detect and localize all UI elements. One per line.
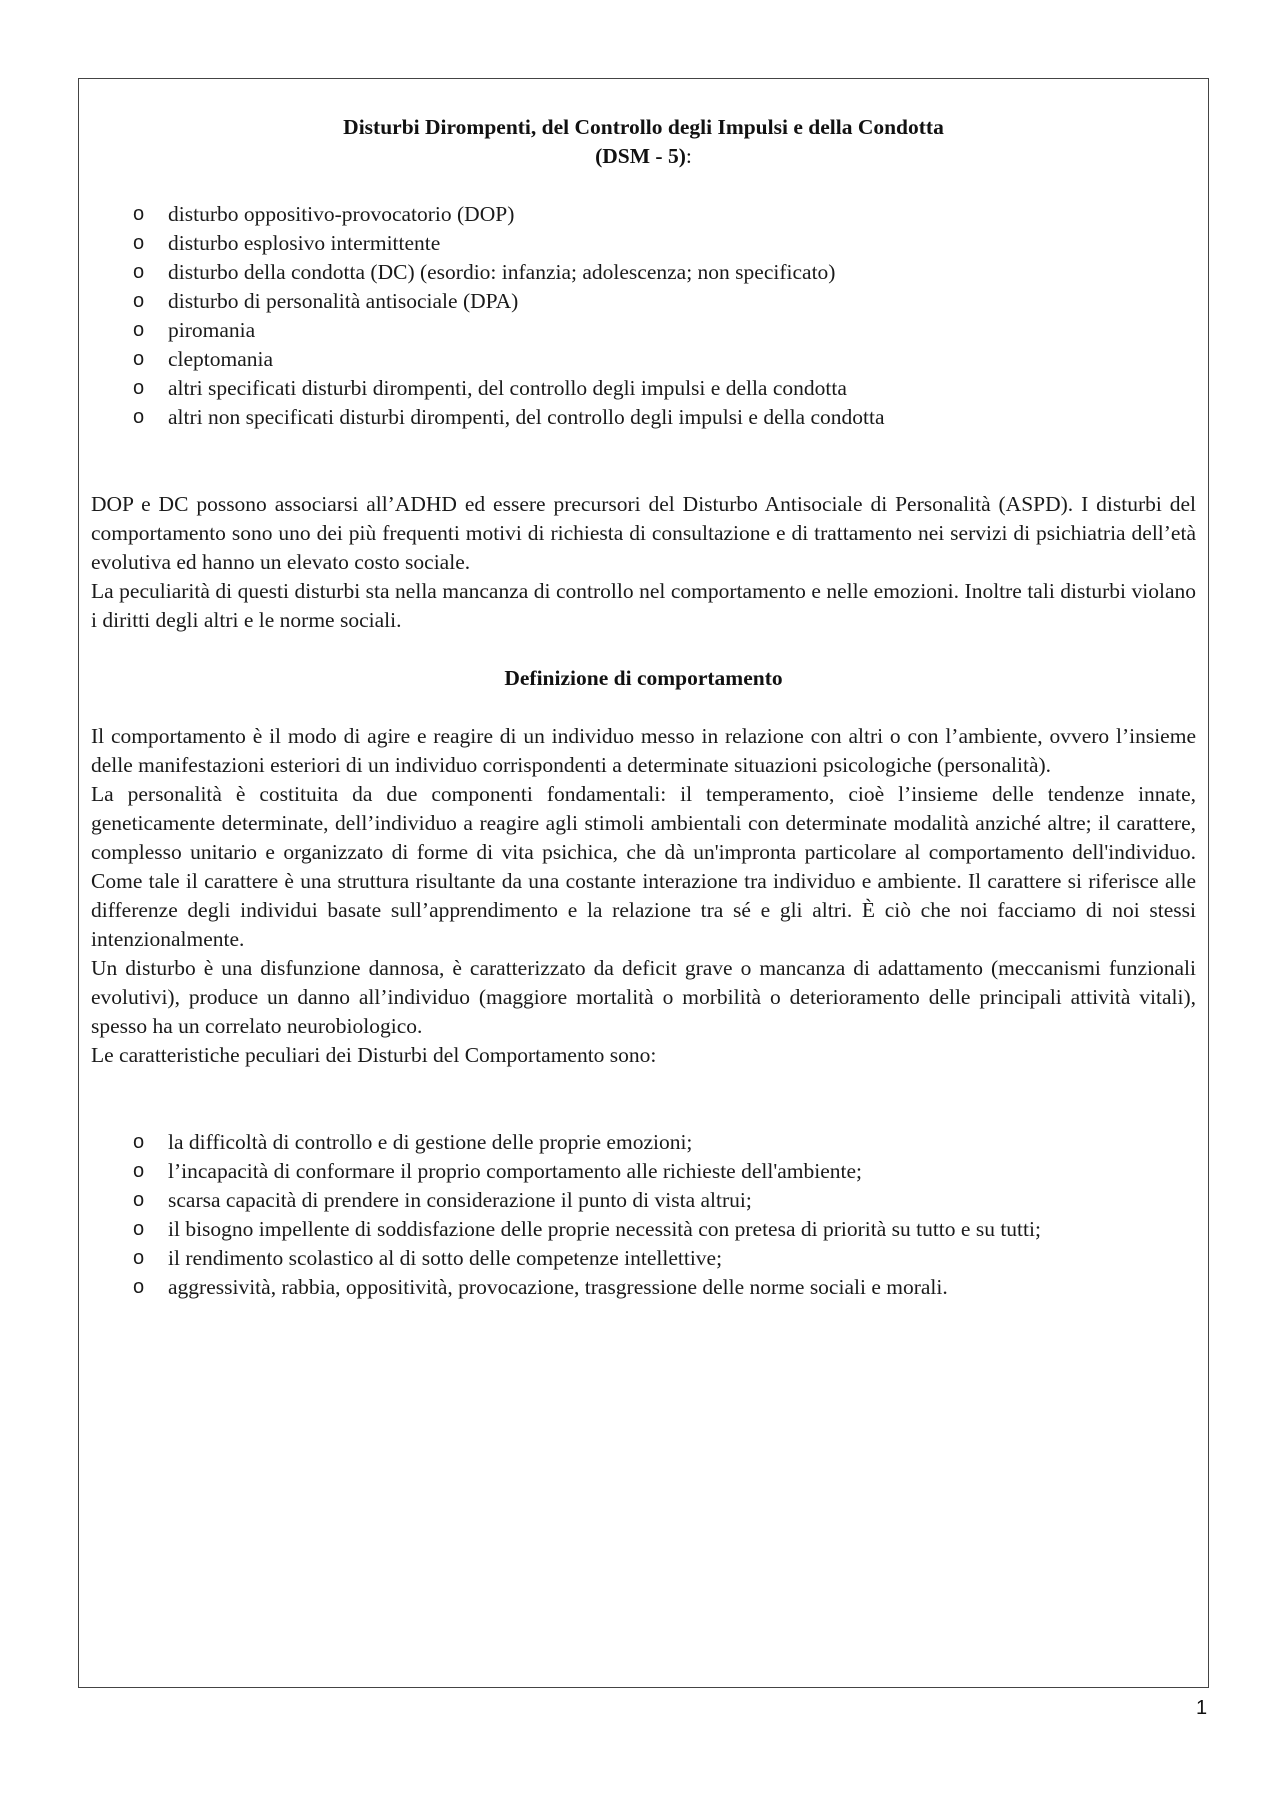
document-title <box>91 113 1196 171</box>
list-item: o disturbo di personalità antisociale (DPA) <box>91 287 1196 316</box>
page-content <box>91 113 1196 1302</box>
definition-paragraph-2: La personalità è costituita da due componenti fondamentali: il temperamento, cioè l’insieme delle tendenze innate, geneticamente determinate, dell’individuo a reagire agli stimoli ambientali con determinate modalità anziché altre; il carattere, complesso unitario e organizzato di forme di vita psichica, che dà un'impronta particolare al comportamento dell'individuo. Come tale il carattere è una struttura risultante da una costante interazione tra individuo e ambiente. Il carattere si riferisce alle differenze degli individui basate sull’apprendimento e la relazione tra sé e gli altri. È ciò che noi facciamo di noi stessi intenzionalmente. <box>91 782 1196 951</box>
title-line-2 <box>91 142 1196 171</box>
characteristics-list <box>91 1128 1196 1302</box>
bullet-icon: o <box>133 232 145 254</box>
bullet-icon: o <box>133 203 145 225</box>
disorders-list <box>91 200 1196 432</box>
bullet-icon: o <box>133 319 145 341</box>
bullet-icon: o <box>133 1131 145 1153</box>
bullet-icon: o <box>133 261 145 283</box>
definition-paragraph-1: Il comportamento è il modo di agire e reagire di un individuo messo in relazione con altri o con l’ambiente, ovvero l’insieme delle manifestazioni esteriori di un individuo corrispondenti a determinate situazioni psicologiche (personalità). <box>91 724 1196 777</box>
bullet-icon: o <box>133 348 145 370</box>
list-item: o altri specificati disturbi dirompenti, del controllo degli impulsi e della condotta <box>91 374 1196 403</box>
list-item: o disturbo oppositivo-provocatorio (DOP) <box>91 200 1196 229</box>
list-item: o piromania <box>91 316 1196 345</box>
list-item: o aggressività, rabbia, oppositività, provocazione, trasgressione delle norme sociali e morali. <box>91 1273 1196 1302</box>
bullet-icon: o <box>133 1218 145 1240</box>
list-item: o il rendimento scolastico al di sotto delle competenze intellettive; <box>91 1244 1196 1273</box>
list-item: o il bisogno impellente di soddisfazione delle proprie necessità con pretesa di priorità su tutto e su tutti; <box>91 1215 1196 1244</box>
list-item: o cleptomania <box>91 345 1196 374</box>
list-item: o scarsa capacità di prendere in considerazione il punto di vista altrui; <box>91 1186 1196 1215</box>
bullet-icon: o <box>133 290 145 312</box>
page-frame <box>78 78 1209 1688</box>
list-item: o disturbo della condotta (DC) (esordio: infanzia; adolescenza; non specificato) <box>91 258 1196 287</box>
definition-paragraph-4: Le caratteristiche peculiari dei Disturbi del Comportamento sono: <box>91 1043 657 1067</box>
list-item: o altri non specificati disturbi dirompenti, del controllo degli impulsi e della condotta <box>91 403 1196 432</box>
list-item: o la difficoltà di controllo e di gestione delle proprie emozioni; <box>91 1128 1196 1157</box>
page-number: 1 <box>1196 1697 1208 1719</box>
bullet-icon: o <box>133 377 145 399</box>
title-colon: : <box>685 144 692 168</box>
section-heading: Definizione di comportamento <box>504 666 783 690</box>
intro-paragraph-2: La peculiarità di questi disturbi sta nella mancanza di controllo nel comportamento e nelle emozioni. Inoltre tali disturbi violano i diritti degli altri e le norme sociali. <box>91 579 1196 632</box>
bullet-icon: o <box>133 1276 145 1298</box>
definition-paragraph-3: Un disturbo è una disfunzione dannosa, è caratterizzato da deficit grave o mancanza di adattamento (meccanismi funzionali evolutivi), produce un danno all’individuo (maggiore mortalità o morbilità o deterioramento delle principali attività vitali), spesso ha un correlato neurobiologico. <box>91 956 1196 1038</box>
bullet-icon: o <box>133 1160 145 1182</box>
bullet-icon: o <box>133 1189 145 1211</box>
title-dsm: (DSM - 5) <box>595 144 686 168</box>
intro-paragraph-1: DOP e DC possono associarsi all’ADHD ed essere precursori del Disturbo Antisociale di Personalità (ASPD). I disturbi del comportamento sono uno dei più frequenti motivi di richiesta di consultazione e di trattamento nei servizi di psichiatria dell’età evolutiva ed hanno un elevato costo sociale. <box>91 492 1196 574</box>
list-item: o disturbo esplosivo intermittente <box>91 229 1196 258</box>
bullet-icon: o <box>133 1247 145 1269</box>
list-item: o l’incapacità di conformare il proprio comportamento alle richieste dell'ambiente; <box>91 1157 1196 1186</box>
bullet-icon: o <box>133 406 145 428</box>
title-line-1: Disturbi Dirompenti, del Controllo degli Impulsi e della Condotta <box>343 115 944 139</box>
